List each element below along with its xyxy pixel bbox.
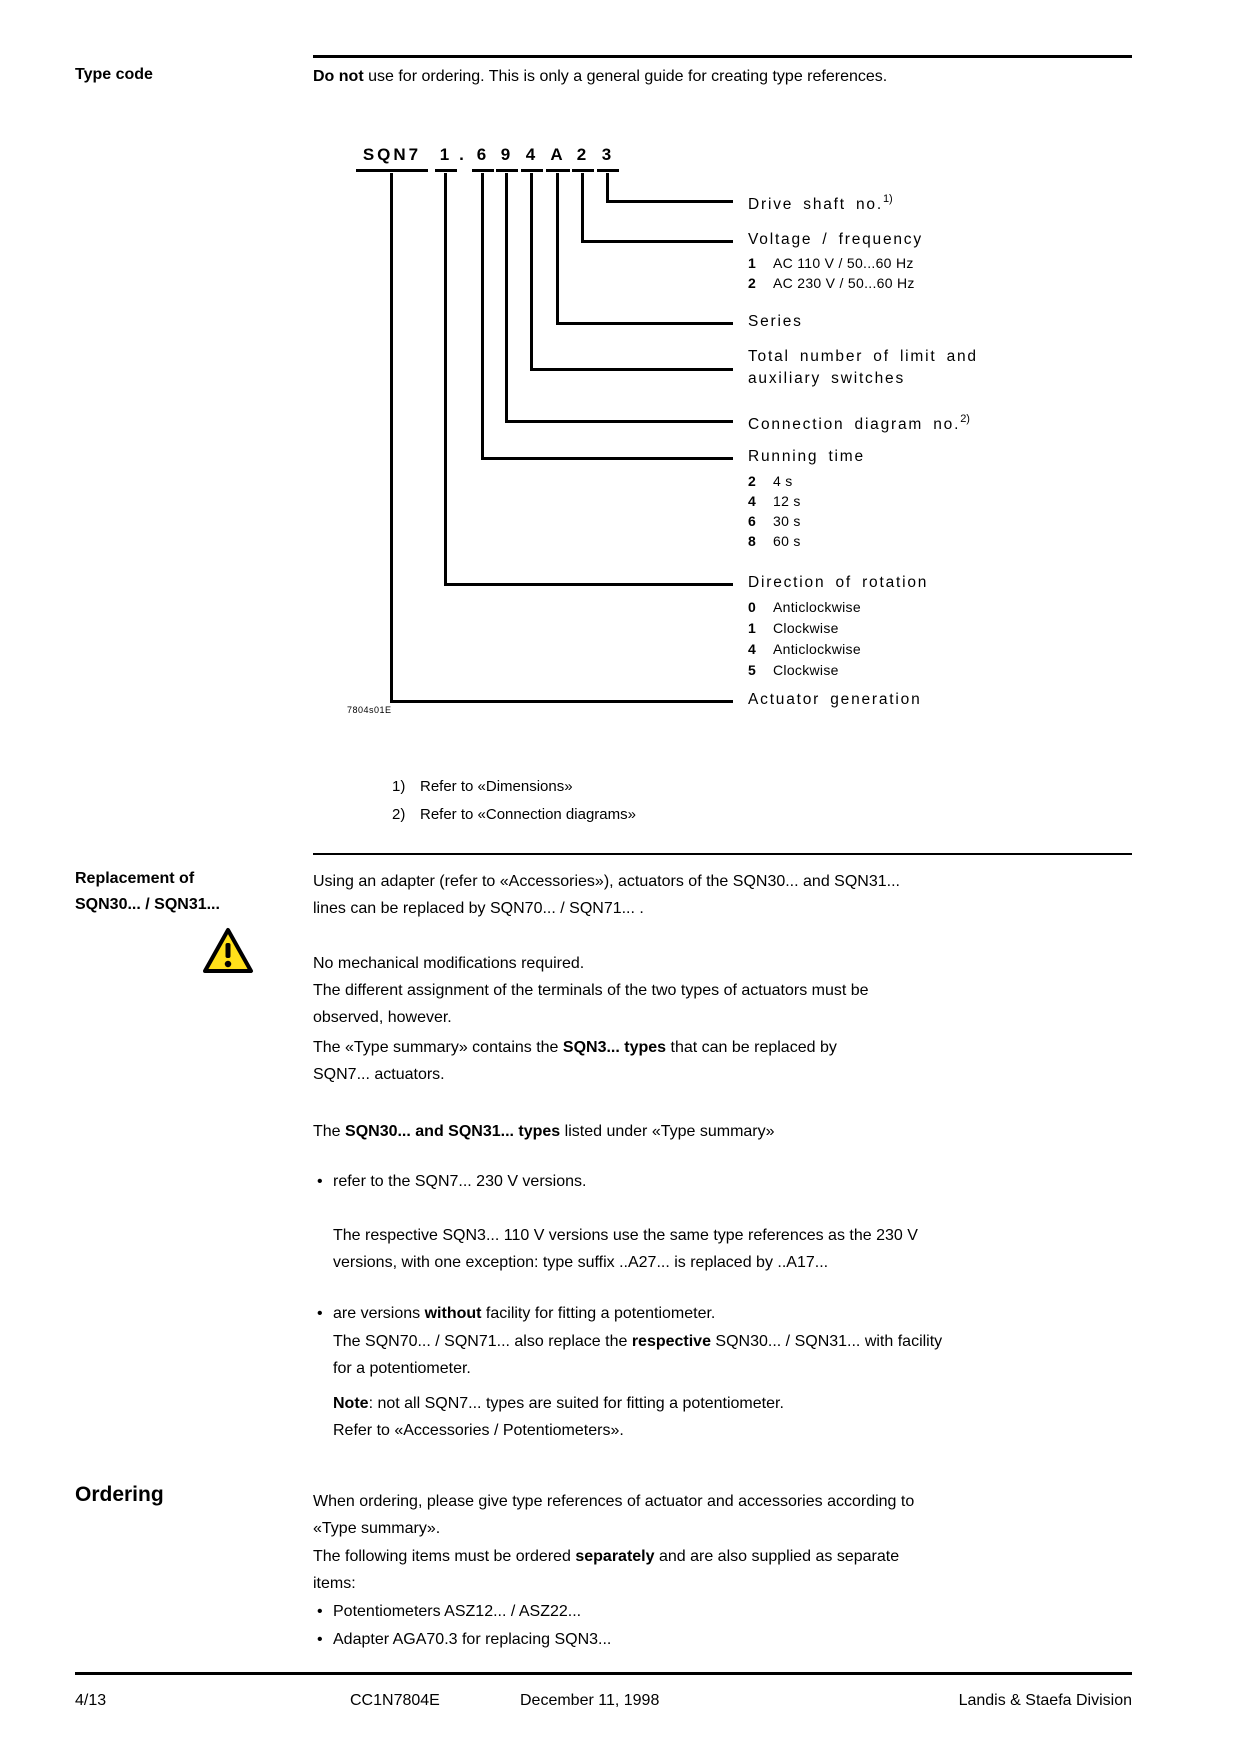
branch-label-running-time: Running time 2 4 s 4 12 s 6 30 s 8 60 s (748, 448, 865, 549)
type-code-segment: A (546, 143, 570, 172)
bullet-item: • Potentiometers ASZ12... / ASZ22... (313, 1598, 581, 1625)
diagram-footnotes (392, 773, 636, 829)
diagram-vertical-line (530, 173, 533, 371)
branch-option: 8 60 s (748, 533, 801, 549)
branch-option: 6 30 s (748, 513, 801, 529)
paragraph-when-ordering: When ordering, please give type references of actuator and accessories according to «Type summary». (313, 1493, 915, 1537)
diagram-vertical-line (390, 173, 393, 703)
bullet-marker: • (317, 1173, 323, 1190)
footnote-marker: 2) (960, 413, 970, 425)
branch-option: 1 Clockwise (748, 620, 839, 636)
type-code-segment: SQN7 (356, 143, 428, 172)
branch-label-direction-of-rotation: Direction of rotation 0 Anticlockwise 1 Clockwise 4 Anticlockwise 5 Clockwise (748, 572, 928, 681)
diagram-connector-line (390, 700, 733, 703)
type-code-segment: 4 (521, 143, 543, 172)
diagram-connector-line (444, 583, 733, 586)
type-code-segment: 6 (472, 143, 494, 172)
diagram-vertical-line (444, 173, 447, 586)
diagram-vertical-line (581, 173, 584, 243)
footer-division: Landis & Staefa Division (958, 1692, 1132, 1709)
figure-reference: 7804s01E (347, 705, 392, 715)
branch-label-series: Series (748, 313, 803, 330)
diagram-connector-line (530, 368, 733, 371)
footnote-marker: 1) (882, 193, 893, 205)
paragraph-type-summary: The «Type summary» contains the SQN3... types that can be replaced by SQN7... actuators. (313, 1039, 837, 1083)
bullet-item: • are versions without facility for fitting a potentiometer. (313, 1300, 715, 1327)
bullet-marker: • (317, 1631, 323, 1648)
section-heading-ordering: Ordering (75, 1483, 164, 1506)
type-code-segment: . (459, 145, 467, 164)
branch-options (748, 597, 928, 681)
type-code-note: Do not use for ordering. This is only a general guide for creating type references. (313, 68, 888, 85)
branch-label-actuator-generation: Actuator generation (748, 691, 922, 708)
branch-option: 2 4 s (748, 473, 793, 489)
bullet-marker: • (317, 1603, 323, 1620)
section-heading-type-code: Type code (75, 66, 153, 83)
footer-date: December 11, 1998 (520, 1692, 660, 1709)
paragraph-sqn30-sqn31-types: The SQN30... and SQN31... types listed under «Type summary» (313, 1123, 775, 1140)
paragraph-adapter: Using an adapter (refer to «Accessories»), actuators of the SQN30... and SQN31... lines can be replaced by SQN70... / SQN71... . (313, 873, 900, 917)
footnote: 1) Refer to «Dimensions» (392, 778, 573, 795)
branch-option: 0 Anticlockwise (748, 599, 861, 615)
branch-option: 1 AC 110 V / 50...60 Hz (748, 255, 914, 271)
warning-icon (201, 926, 255, 975)
diagram-vertical-line (606, 173, 609, 203)
diagram-vertical-line (505, 173, 508, 423)
diagram-connector-line (481, 457, 733, 460)
diagram-vertical-line (481, 173, 484, 460)
branch-option: 5 Clockwise (748, 662, 839, 678)
branch-option: 2 AC 230 V / 50...60 Hz (748, 274, 915, 291)
type-code-diagram (313, 125, 1132, 785)
diagram-connector-line (505, 420, 733, 423)
footer-document-id: CC1N7804E (350, 1692, 440, 1709)
bullet-item: • refer to the SQN7... 230 V versions. (313, 1168, 586, 1195)
branch-label-total-switches: Total number of limit and auxiliary switches (748, 348, 978, 387)
branch-option: 4 Anticlockwise (748, 641, 861, 657)
type-code-segment: 9 (496, 143, 518, 172)
branch-label-voltage-frequency: Voltage / frequency 1 AC 110 V / 50...60 Hz 2 AC 230 V / 50...60 Hz (748, 229, 923, 293)
branch-label-connection-diagram: Connection diagram no.$^{2)}$ (748, 413, 970, 434)
section-divider (313, 853, 1132, 855)
branch-label-drive-shaft: Drive shaft no.$^{1)}$ (748, 193, 893, 214)
type-code-segment: 1 (435, 143, 457, 172)
bullet-item: • Adapter AGA70.3 for replacing SQN3... (313, 1626, 611, 1653)
branch-options (748, 471, 865, 551)
diagram-connector-line (606, 200, 733, 203)
paragraph-potentiometer-facility: The SQN70... / SQN71... also replace the respective SQN30... / SQN31... with facility for a potentiometer. (333, 1333, 943, 1377)
section-heading-replacement: Replacement of SQN30... / SQN31... (75, 870, 220, 913)
bullet-marker: • (317, 1305, 323, 1322)
diagram-connector-line (581, 240, 733, 243)
paragraph-note: Note: not all SQN7... types are suited for fitting a potentiometer. Refer to «Accessories / Potentiometers». (333, 1395, 784, 1439)
paragraph-110v-versions: The respective SQN3... 110 V versions use the same type references as the 230 V versions, with one exception: type suffix ..A27... is replaced by ..A17... (333, 1227, 918, 1271)
branch-option: 4 12 s (748, 493, 801, 509)
type-code-segment: 2 (572, 143, 594, 172)
branch-options (748, 254, 923, 293)
top-divider (313, 55, 1132, 58)
paragraph-ordered-separately: The following items must be ordered separately and are also supplied as separate items: (313, 1548, 900, 1592)
footer-page-number: 4/13 (75, 1692, 107, 1709)
footnote: 2) Refer to «Connection diagrams» (392, 806, 636, 823)
paragraph-no-modifications: No mechanical modifications required. The different assignment of the terminals of the two types of actuators must be observed, however. (313, 955, 869, 1026)
footer-divider (75, 1672, 1132, 1675)
type-code-segment: 3 (597, 143, 619, 172)
diagram-connector-line (556, 322, 733, 325)
diagram-vertical-line (556, 173, 559, 325)
